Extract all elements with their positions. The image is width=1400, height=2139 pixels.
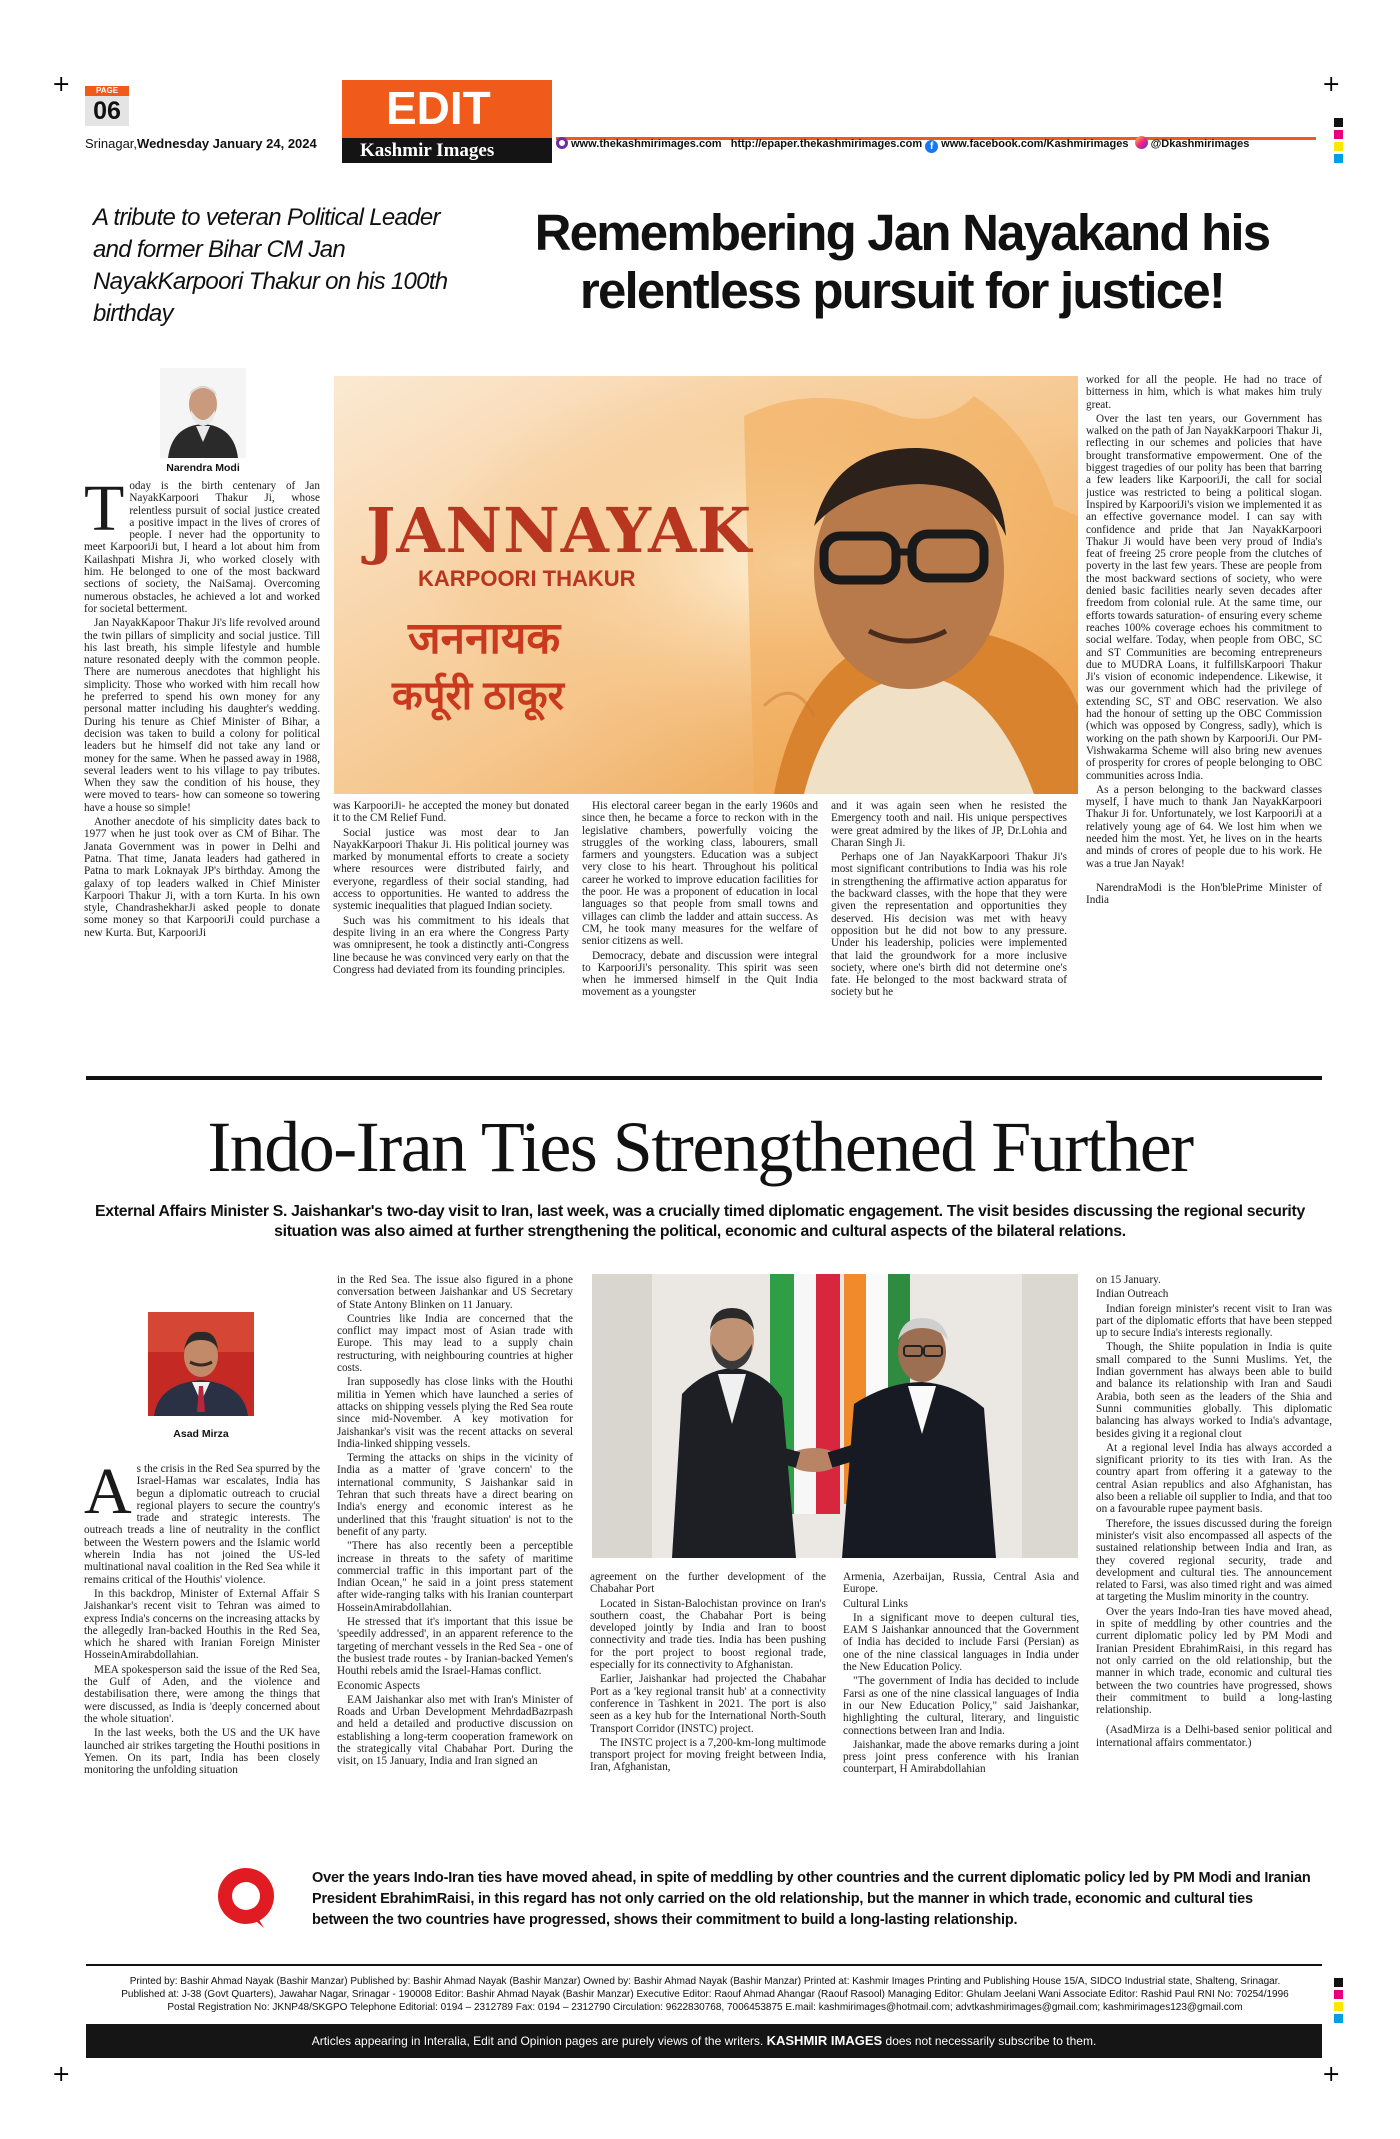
article-column: and it was again seen when he resisted the Emergency tooth and nail. His unique perspectives were great admired by the likes of JP, Dr.Lohia and Charan Singh Ji. Perhaps one of Jan NayakKarpoori Thakur Ji's most significant contributions to India was his role in strengthening the affirmative action apparatus for the backward classes, with the hope that they were given the representation and opportunities they deserved. His decision was met with heavy opposition but he did not bow to any pressure. Under his leadership, policies were implemented that laid the groundwork for a more inclusive society, where one's birth did not determine one's fate. He belonged to the most backward strata of society but he [831, 800, 1067, 999]
imprint-line: Published at: J-38 (Govt Quarters), Jawahar Nagar, Srinagar - 190008 Editor: Bashir Ahmad Nayak (Bashir Manzar) Executive Editor: Raouf Ahmad Ahangar (Raouf Rasool) Managing Editor: Ghulam Jeelani Wani Associate Editor: Rashid Paul RNI No: 70254/1996 [121, 1989, 1289, 2000]
article-column: T oday is the birth centenary of Jan NayakKarpoori Thakur Ji, whose relentless pursuit of social justice created a positive impact in the lives of crores of people. I never had the opportunity to meet KarpooriJi but, I heard a lot about him from Kailashpati Mishra Ji, who worked closely with him. He belonged to one of the most backward sections of society, the NaiSamaj. Overcoming numerous obstacles, he achieved a lot and worked for societal betterment. Jan NayakKapoor Thakur Ji's life revolved around the twin pillars of simplicity and social justice. Till his last breath, his simple lifestyle and humble nature resonated deeply with the common people. There are numerous anecdotes that highlight his simplicity. Those who worked with him recall how he preferred to spend his own money for any personal matter including his daughter's wedding. During his tenure as Chief Minister of Bihar, a decision was taken to build a colony for political leaders but he himself did not take any land or money for the same. When he passed away in 1988, several leaders went to his village to pay tributes. When they saw the condition of his house, they were moved to tears- how can someone so towering have a house so simple! Another anecdote of his simplicity dates back to 1977 when he just took over as CM of Bihar. The Janata Government was in power in Delhi and Patna. That time, Janata leaders had gathered in Patna to mark Loknayak JP's birthday. Among the galaxy of top leaders walked in Chief Minister Karpoori Thakur Ji, with a torn Kurta. In his own style, ChandrashekharJi asked people to donate some money so that KarpooriJi could purchase a new Kurta. But, KarpooriJi [84, 480, 320, 939]
disclaimer-bar: Articles appearing in Interalia, Edit and Opinion pages are purely views of the writers. KASHMIR IMAGES does not necessarily subscribe to them. [86, 2024, 1322, 2058]
imprint-line: Postal Registration No: JKNP48/SKGPO Telephone Editorial: 0194 – 2312789 Fax: 0194 – 2312790 Circulation: 9622830768, 7006453875 E.mail: kashmirimages@hotmail.com; advtkashmirimages@gmail.com; kashmirimages123@gmail.com [167, 2002, 1243, 2013]
author-name: Narendra Modi [166, 462, 240, 474]
page-tag: PAGE [85, 86, 129, 96]
footer-rule [86, 1964, 1322, 1966]
section-label: EDIT [342, 80, 552, 138]
imprint-line: Printed by: Bashir Ahmad Nayak (Bashir Manzar) Published by: Bashir Ahmad Nayak (Bashir Manzar) Owned by: Bashir Ahmad Nayak (Bashir Manzar) Printed at: Kashmir Images Printing and Publishing House 15/A, SIDCO Industrial state, Shalteng, Srinagar. [129, 1976, 1281, 1987]
handshake-photo [592, 1274, 1078, 1558]
author-bio: NarendraModi is the Hon'blePrime Minister of India [1086, 881, 1322, 907]
globe-icon [556, 137, 568, 149]
facebook-link[interactable]: www.facebook.com/Kashmirimages [941, 138, 1129, 150]
instagram-icon [1135, 136, 1148, 149]
article-column: worked for all the people. He had no trace of bitterness in him, which is what makes him truly great. Over the last ten years, our Government has walked on the path of Jan NayakKarpoori Thakur Ji, reflecting in our schemes and policies that have brought transformative empowerment. One of the biggest tragedies of our polity has been that barring a few leaders like KarpooriJi, the call for social justice was restricted to being a political slogan. Inspired by KarpooriJi's vision we implemented it as an effective governance model. I can say with confidence and pride that Jan NayakKarpoori Thakur Ji would have been very proud of India's feat of freeing 25 crore people from the clutches of poverty in the last few years. These are people from the most backward sections of society, who were denied basic facilities nearly seven decades after freedom from colonial rule. At the same time, our efforts towards saturation- of ensuring every scheme reaches 100% coverage echoes his commitment to social welfare. Today, when people from OBC, SC and ST Communities are becoming entrepreneurs due to MUDRA Loans, it fulfillsKarpoori Thakur Ji's vision of economic independence. Likewise, it was our government which had the privilege of extending SC, ST and OBC reservation. We also had the honour of setting up the OBC Commission (which was opposed by Congress, sadly), which is working on the path shown by KarpooriJi. Our PM-Vishwakarma Scheme will also bring new avenues of prosperity for crores of people belonging to OBC communities across India. As a person belonging to the backward classes myself, I have much to thank Jan NayakKarpoori Thakur Ji for. Unfortunately, we lost KarpooriJi at a relatively young age of 64. We lost him when we needed him the most. Yet, he lives on in the hearts and minds of crores of people due to his work. He was a true Jan Nayak! NarendraModi is the Hon'blePrime Minister of India [1086, 374, 1322, 907]
registration-mark: + [52, 72, 71, 97]
color-bar [1334, 1978, 1343, 2023]
poster-subtitle: KARPOORI THAKUR [418, 566, 636, 591]
article-column: Armenia, Azerbaijan, Russia, Central Asia and Europe. Cultural Links In a significant move to deepen cultural ties, EAM S Jaishankar announced that the Government of India has decided to include Farsi (Persian) as one of the nine classical languages in India under the New Education Policy. "The government of India has decided to include Farsi as one of the nine classical languages of India in our New Education Policy," said Jaishankar, highlighting the cultural, literary, and linguistic connections between Iran and India. Jaishankar, made the above remarks during a joint press joint press conference with his Iranian counterpart, H Amirabdollahian [843, 1571, 1079, 1776]
color-bar [1334, 118, 1343, 163]
registration-mark: + [1322, 2062, 1341, 2087]
article-column: in the Red Sea. The issue also figured in a phone conversation between Jaishankar and US Secretary of State Antony Blinken on 11 January. Countries like India are concerned that the conflict may impact most of Asian trade with Europe. This may lead to a supply chain restructuring, with neighbouring countries at higher costs. Iran supposedly has close links with the Houthi militia in Yemen which have launched a series of attacks on shipping vessels plying the Red Sea route since mid-November. A key motivation for Jaishankar's visit was the recent attacks on several India-linked shipping vessels. Terming the attacks on ships in the vicinity of India as a matter of 'grave concern' to the international community, S Jaishankar said in Tehran that such threats have a direct bearing on India's energy and economic interest as he underlined that this 'fraught situation' is not to the benefit of any party. "There has also recently been a perceptible increase in threats to the safety of maritime commercial traffic in this important part of the Indian Ocean," he said in a joint press statement after wide-ranging talks with his Iranian counterpart HosseinAmirabdollahian. He stressed that it's important that this issue be 'speedily addressed', in an apparent reference to the targeting of merchant vessels in the Red Sea - one of the busiest trade routes - by Iranian-backed Yemen's Houthi rebels amid the Israel-Hamas conflict. Economic Aspects EAM Jaishankar also met with Iran's Minister of Roads and Urban Development MehrdadBazrpash and held a detailed and productive discussion on establishing a long-term cooperation framework on the strategically vital Chabahar Port. During the visit, on 15 January, India and Iran signed an [337, 1274, 573, 1768]
jannayak-poster [334, 376, 1078, 794]
quote-icon [214, 1866, 278, 1930]
paper-name: Kashmir Images [342, 138, 552, 163]
author-photo [148, 1312, 254, 1416]
website-link[interactable]: www.thekashmirimages.com [571, 138, 722, 150]
article-column: A s the crisis in the Red Sea spurred by the Israel-Hamas war escalates, India has begun a diplomatic outreach to crucial regional players to secure the country's trade and strategic interests. The outreach treads a line of neutrality in the conflict between the Western powers and the Islamic world wherein India has not joined the US-led multinational naval coalition in the Red Sea while it remains critical of the Houthis' violence. In this backdrop, Minister of External Affair S Jaishankar's recent visit to Tehran was aimed to express India's concerns on the increasing attacks by the allegedly Iran-backed Houthis in the Red Sea, which he shared with Iranian Foreign Minister HosseinAmirabdollahian. MEA spokesperson said the issue of the Red Sea, the Gulf of Aden, and the violence and destabilisation there, were among the things that were discussed, as India is 'deeply concerned about the whole situation'. In the last weeks, both the US and the UK have launched air strikes targeting the Houthi positions in Yemen. On its part, India has been closely monitoring the unfolding situation [84, 1463, 320, 1777]
poster-hindi-subtitle: कर्पूरी ठाकूर [392, 674, 564, 718]
article-column: was KarpooriJi- he accepted the money but donated it to the CM Relief Fund. Social justice was most dear to Jan NayakKarpoori Thakur Ji. His political journey was marked by monumental efforts to create a society where resources were distributed fairly, and everyone, regardless of their social standing, had access to opportunities. He wanted to address the systemic inequalities that plagued Indian society. Such was his commitment to his ideals that despite living in an era where the Congress Party was omnipresent, he took a distinctly anti-Congress line because he was convinced very early on that the Congress had deviated from its founding principles. [333, 800, 569, 976]
author-photo [160, 368, 246, 458]
pull-quote: Over the years Indo-Iran ties have moved ahead, in spite of meddling by other countries and the current diplomatic policy led by PM Modi and Iranian President EbrahimRaisi, in this regard has not only carried on the old relationship, but the manner in which trade, economic and cultural ties between the two countries have progressed, shows their commitment to build a long-lasting relationship. [312, 1870, 1311, 1928]
masthead-links [556, 136, 1249, 153]
author-bio: (AsadMirza is a Delhi-based senior political and international affairs commentator.) [1096, 1724, 1332, 1749]
article-headline: Indo-Iran Ties Strengthened Further [207, 1107, 1193, 1187]
imprint [100, 1975, 1310, 2014]
dateline: Srinagar,Wednesday January 24, 2024 [85, 136, 317, 151]
article-column: on 15 January. Indian Outreach Indian foreign minister's recent visit to Iran was part of the diplomatic efforts that have been stepped up to secure India's interests regionally. Though, the Shiite population in India is quite small compared to the Sunni Muslims. Yet, the Indian government has always been able to build and balance its relationship with Iran and Saudi Arabia, both seen as the leaders of the Shia and Sunni communities globally. This diplomatic balancing has always worked to India's advantage, besides giving it a regional clout At a regional level India has always accorded a significant priority to its ties with Iran. As the country apart from offering it a gateway to the central Asian republics and also Afghanistan, has also been a reliable oil supplier to India, and that too on a favourable rupee payment basis. Therefore, the issues discussed during the foreign minister's visit also encompassed all aspects of the sustained relationship between India and Iran, as they covered regional security, trade and development and cultural ties. The announcement related to Farsi, was also timed right and was aimed at targeting the Muslim minority in the country. Over the years Indo-Iran ties have moved ahead, in spite of meddling by other countries and the current diplomatic policy led by PM Modi and Iranian President EbrahimRaisi, in this regard has not only carried on the old relationship, but the manner in which trade, economic and cultural ties between the two countries have progressed, shows their commitment to build a long-lasting relationship. (AsadMirza is a Delhi-based senior political and international affairs commentator.) [1096, 1274, 1332, 1749]
epaper-link[interactable]: http://epaper.thekashmirimages.com [730, 138, 923, 150]
poster-title: JANNAYAK [366, 494, 753, 567]
article-column: agreement on the further development of the Chabahar Port Located in Sistan-Balochistan province on Iran's southern coast, the Chabahar Port is being developed jointly by India and Iran to boost connectivity and trade ties. India has been pushing for the port project to boost regional trade, especially for its connectivity to Afghanistan. Earlier, Jaishankar had projected the Chabahar Port as a 'key regional transit hub' at a connectivity conference in Tashkent in 2021. The port is also seen as a key hub for the International North-South Transport Corridor (INSTC) project. The INSTC project is a 7,200-km-long multimode transport project for moving freight between India, Iran, Afghanistan, [590, 1571, 826, 1774]
article-standfirst: External Affairs Minister S. Jaishankar's two-day visit to Iran, last week, was a crucially timed diplomatic engagement. The visit besides discussing the regional security situation was also aimed at further strengthening the political, economic and cultural aspects of the bilateral relations. [95, 1203, 1305, 1240]
facebook-icon: f [925, 140, 938, 153]
author-name: Asad Mirza [173, 1428, 229, 1440]
registration-mark: + [52, 2062, 71, 2087]
poster-hindi-title: जननायक [408, 614, 561, 663]
twitter-link[interactable]: @Dkashmirimages [1150, 138, 1250, 150]
article-kicker: A tribute to veteran Political Leader and former Bihar CM Jan NayakKarpoori Thakur on his 100th birthday [93, 204, 448, 327]
registration-mark: + [1322, 72, 1341, 97]
article-column: His electoral career began in the early 1960s and since then, he became a force to reckon with in the legislative chambers, powerfully voicing the struggles of the working class, labourers, small farmers and youngsters. Education was a subject very close to his heart. Throughout his political career he worked to improve education facilities for the poor. He was a proponent of education in local languages so that people from small towns and villages can climb the ladder and attain success. As CM, he took many measures for the welfare of senior citizens as well. Democracy, debate and discussion were integral to KarpooriJi's personality. This spirit was seen when he immersed himself in the Quit India movement as a youngster [582, 800, 818, 999]
section-divider [86, 1076, 1322, 1080]
page-number: 06 [85, 96, 129, 126]
article-headline: Remembering Jan Nayakand his relentless pursuit for justice! [534, 204, 1270, 319]
